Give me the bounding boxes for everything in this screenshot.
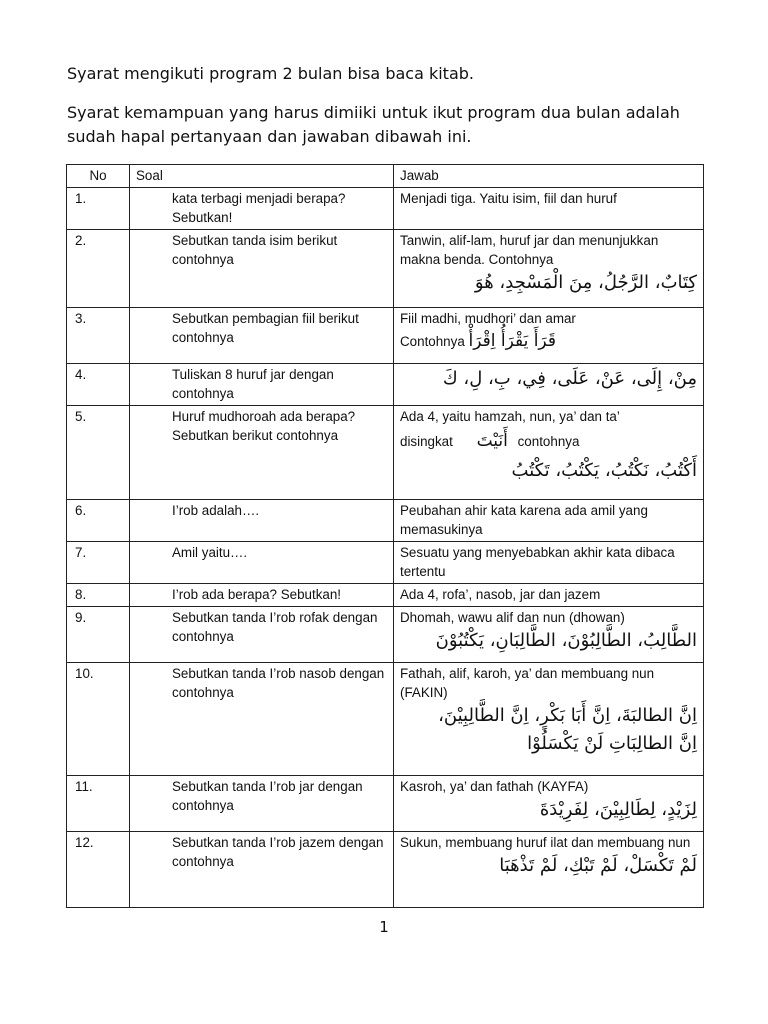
arabic-abbrev: أَنَيْتَ: [476, 431, 508, 451]
answer-cell: [394, 832, 704, 908]
answer-text: Dhomah, wawu alif dan nun (dhowan): [400, 610, 625, 625]
row-number: 7.: [67, 542, 130, 584]
arabic-example: أَكْتُبُ، نَكْتُبُ، يَكْتُبُ، تَكْتُبُ: [511, 460, 697, 481]
header-soal: Soal: [130, 165, 394, 188]
row-number: 1.: [67, 188, 130, 230]
answer-cell: [394, 607, 704, 663]
answer-cell: Ada 4, rofa’, nasob, jar dan jazem: [394, 584, 704, 607]
question-cell: kata terbagi menjadi berapa? Sebutkan!: [130, 188, 394, 230]
table-row: [67, 607, 704, 663]
arabic-example: لَمْ تَكْسَلْ، لَمْ تَبْكِ، لَمْ تَذْهَبَا: [499, 855, 697, 876]
table-header-row: [67, 165, 704, 188]
answer-abbrev-label: disingkat: [400, 434, 453, 449]
question-cell: Sebutkan tanda I’rob nasob dengan contohnya: [130, 663, 394, 776]
answer-cell: [394, 663, 704, 776]
answer-text: Kasroh, ya’ dan fathah (KAYFA): [400, 779, 589, 794]
row-number: 3.: [67, 308, 130, 364]
table-row: [67, 364, 704, 406]
question-cell: Sebutkan pembagian fiil berikut contohnya: [130, 308, 394, 364]
qa-table: [66, 164, 704, 908]
header-no: No: [67, 165, 130, 188]
arabic-example: كِتَابٌ، الرَّجُلُ، مِنَ الْمَسْجِدِ، هُوَ: [474, 272, 697, 293]
question-cell: Sebutkan tanda isim berikut contohnya: [130, 230, 394, 308]
answer-cell: [394, 230, 704, 308]
answer-example-label: contohnya: [517, 434, 580, 449]
answer-cell: [394, 776, 704, 832]
row-number: 2.: [67, 230, 130, 308]
answer-text: Fiil madhi, mudhori’ dan amar: [400, 311, 576, 326]
table-row: [67, 188, 704, 230]
arabic-example: قَرَأَ يَقْرَأُ اِقْرَأْ: [468, 331, 556, 351]
answer-cell: Peubahan ahir kata karena ada amil yang memasukinya: [394, 500, 704, 542]
row-number: 5.: [67, 406, 130, 500]
table-row: [67, 542, 704, 584]
answer-text: Tanwin, alif-lam, huruf jar dan menunjukkan makna benda. Contohnya: [400, 233, 659, 267]
question-cell: I’rob adalah….: [130, 500, 394, 542]
row-number: 9.: [67, 607, 130, 663]
arabic-example-2: اِنَّ الطالِبَاتِ لَنْ يَكْسَلُوْا: [527, 733, 697, 754]
arabic-example: مِنْ، إِلَى، عَنْ، عَلَى، فِي، بِ، لِ، كَ: [442, 368, 697, 389]
question-cell: Sebutkan tanda I’rob rofak dengan contohnya: [130, 607, 394, 663]
answer-abbrev-line: [400, 426, 697, 457]
question-cell: I’rob ada berapa? Sebutkan!: [130, 584, 394, 607]
row-number: 11.: [67, 776, 130, 832]
heading-ability-requirement: Syarat kemampuan yang harus dimiiki untuk ikut program dua bulan adalah sudah hapal pertanyaan dan jawaban dibawah ini.: [67, 103, 680, 146]
row-number: 10.: [67, 663, 130, 776]
answer-cell: [394, 308, 704, 364]
table-row: [67, 230, 704, 308]
question-cell: Sebutkan tanda I’rob jar dengan contohnya: [130, 776, 394, 832]
arabic-example: الطَّالِبُ، الطَّالِبُوْنَ، الطَّالِبَانِ، يَكْتُبُوْنَ: [435, 630, 697, 651]
table-row: [67, 776, 704, 832]
table-row: [67, 500, 704, 542]
row-number: 4.: [67, 364, 130, 406]
answer-example-line: [400, 328, 697, 355]
table-row: [67, 832, 704, 908]
question-cell: Sebutkan tanda I’rob jazem dengan contohnya: [130, 832, 394, 908]
answer-cell: [394, 406, 704, 500]
answer-text: Ada 4, yaitu hamzah, nun, ya’ dan ta’: [400, 409, 620, 424]
table-row: [67, 406, 704, 500]
row-number: 8.: [67, 584, 130, 607]
heading-program-requirement: Syarat mengikuti program 2 bulan bisa baca kitab.: [67, 64, 474, 83]
row-number: 12.: [67, 832, 130, 908]
row-number: 6.: [67, 500, 130, 542]
question-cell: Tuliskan 8 huruf jar dengan contohnya: [130, 364, 394, 406]
answer-cell: Sesuatu yang menyebabkan akhir kata dibaca tertentu: [394, 542, 704, 584]
page-number: 1: [379, 918, 389, 936]
answer-cell: [394, 364, 704, 406]
answer-text: Fathah, alif, karoh, ya’ dan membuang nun (FAKIN): [400, 666, 655, 700]
question-cell: Amil yaitu….: [130, 542, 394, 584]
arabic-example: اِنَّ الطالبَةَ، اِنَّ أَبَا بَكْرٍ، اِنَّ الطَّالِبِيْنَ،: [438, 705, 697, 726]
answer-example-label: Contohnya: [400, 334, 465, 349]
answer-text: Sukun, membuang huruf ilat dan membuang nun: [400, 835, 691, 850]
question-cell: Huruf mudhoroah ada berapa? Sebutkan berikut contohnya: [130, 406, 394, 500]
table-row: [67, 584, 704, 607]
table-row: [67, 308, 704, 364]
header-jawab: Jawab: [394, 165, 704, 188]
answer-cell: Menjadi tiga. Yaitu isim, fiil dan huruf: [394, 188, 704, 230]
table-row: [67, 663, 704, 776]
arabic-example: لِزَيْدٍ، لِطَالِبِيْنَ، لِفَرِيْدَةَ: [539, 799, 697, 820]
